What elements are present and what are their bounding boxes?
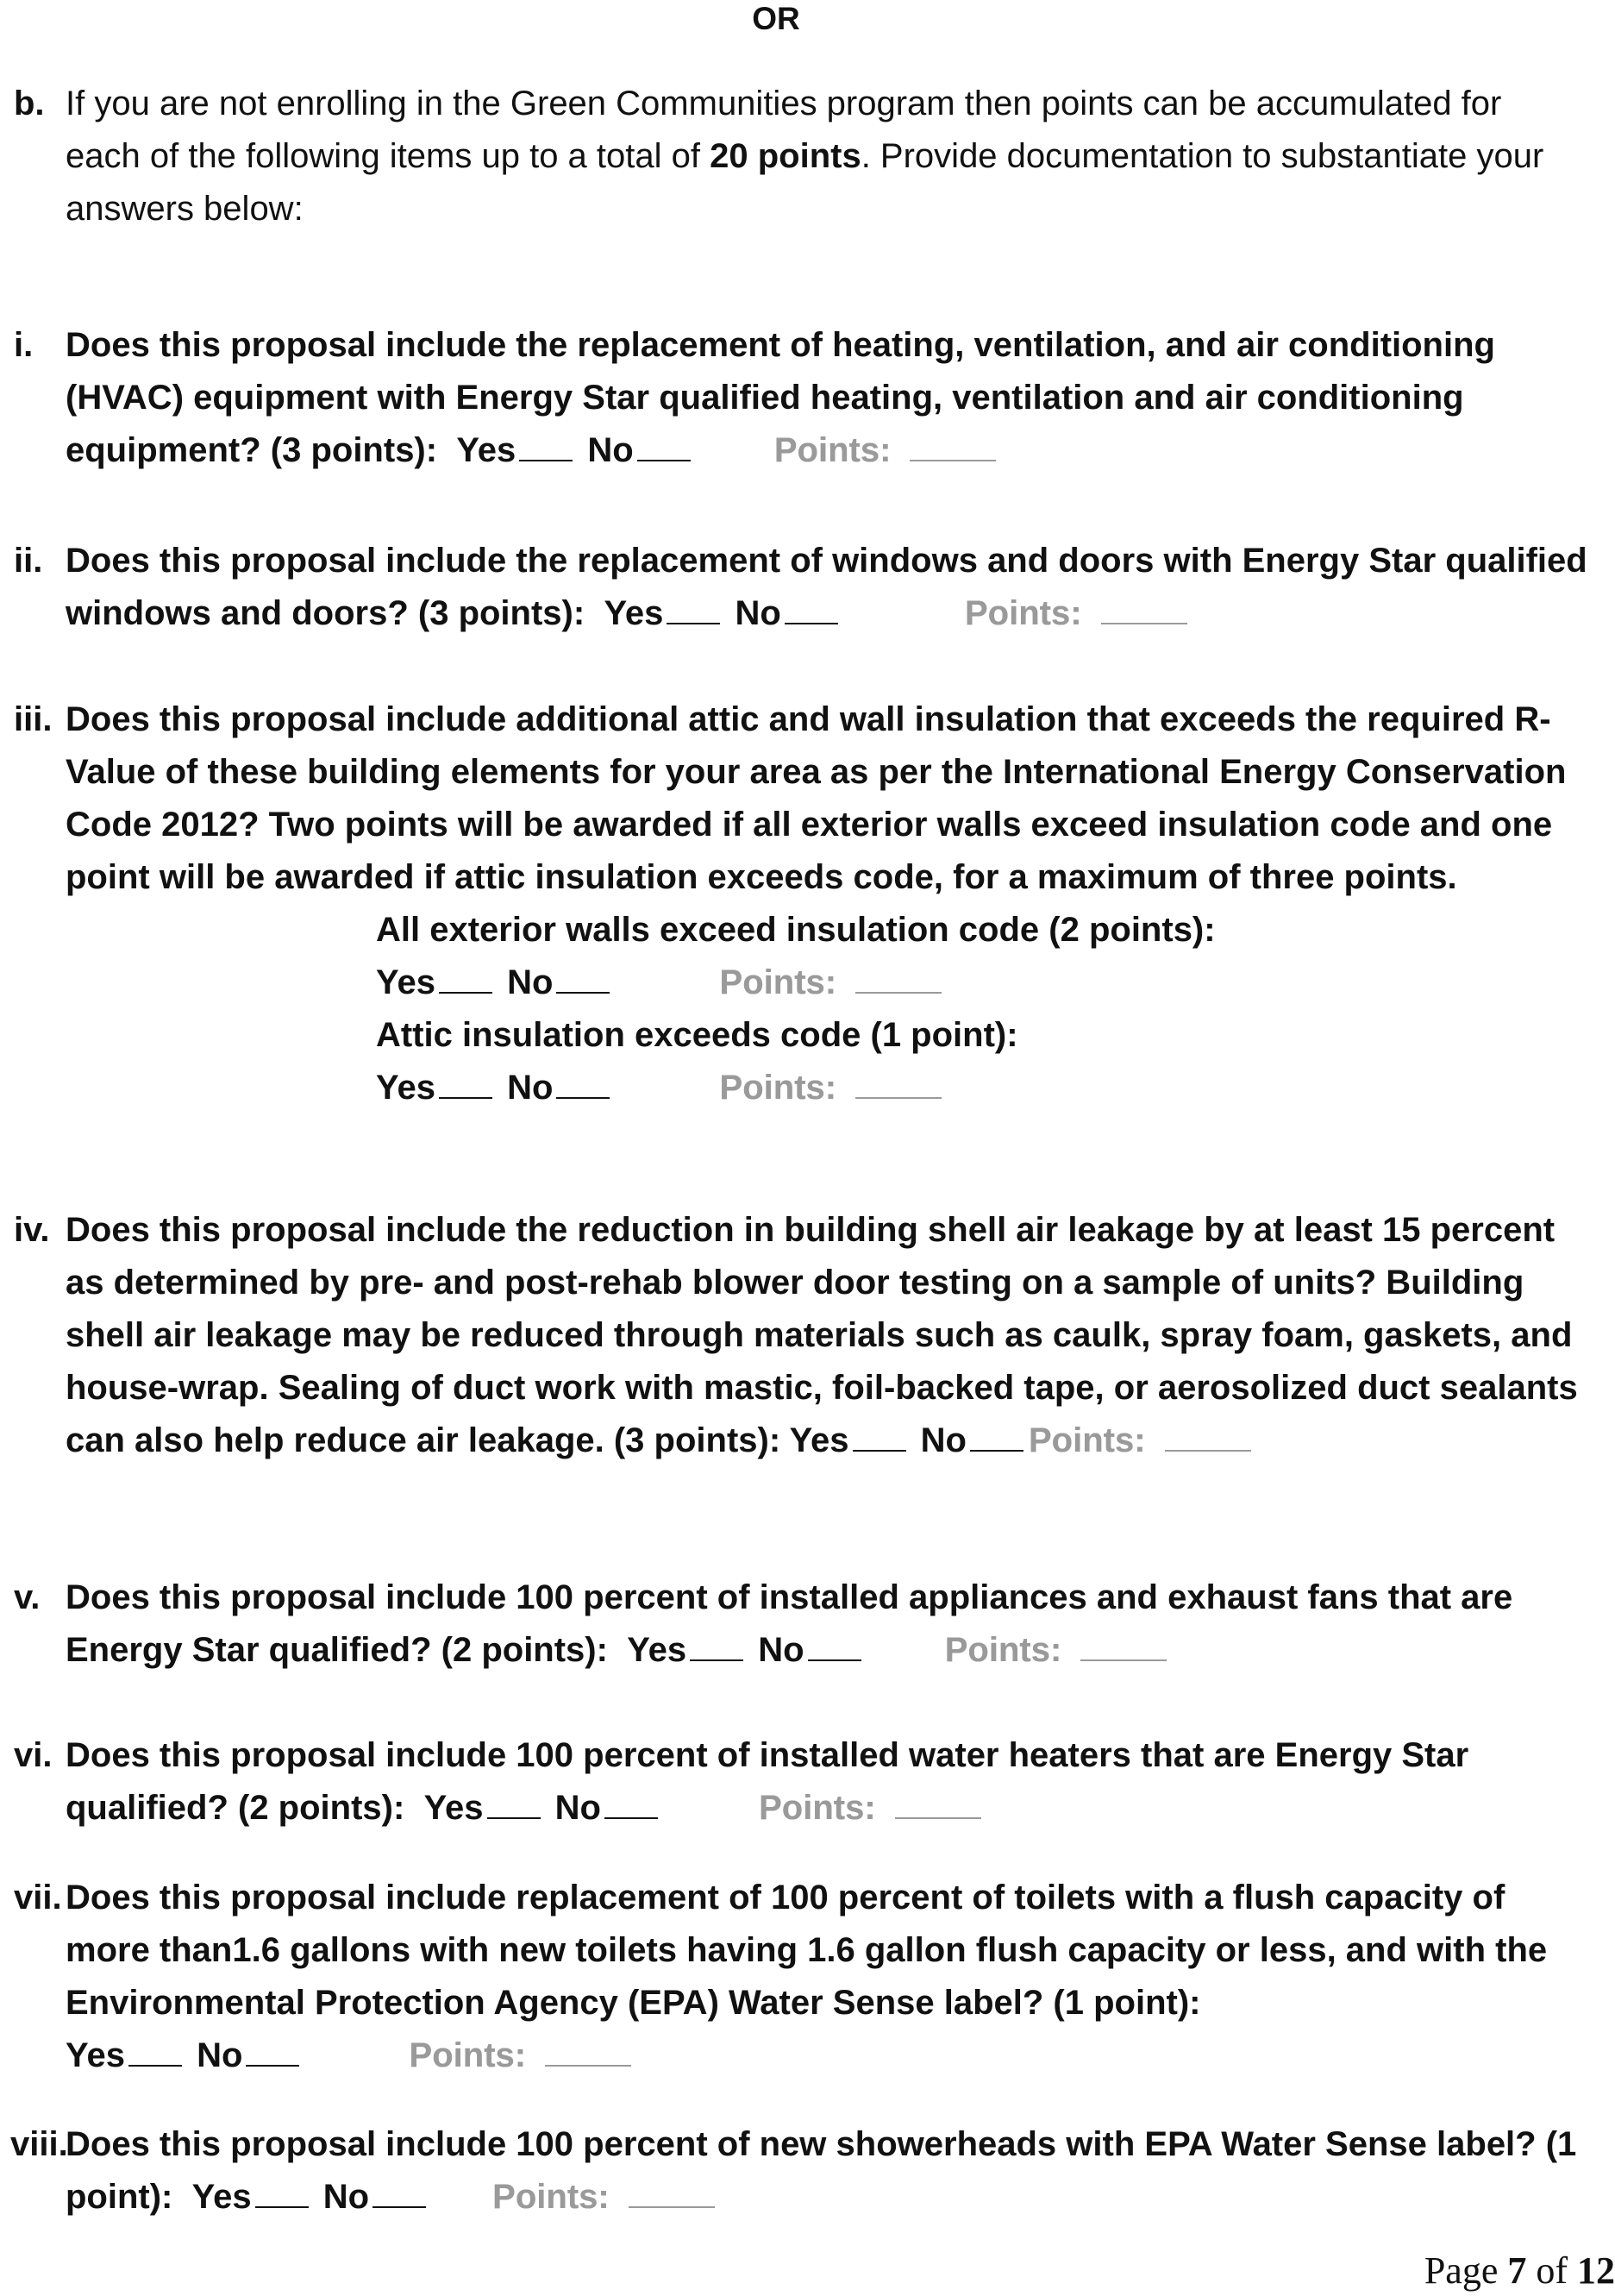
- no-answer-blank[interactable]: [372, 2206, 426, 2208]
- points-label: Points:: [964, 594, 1082, 632]
- question-marker: vii.: [14, 1879, 62, 1916]
- question-marker: iii.: [14, 700, 53, 738]
- points-blank[interactable]: [895, 1817, 981, 1819]
- question-text: Does this proposal include 100 percent of installed appliances and exhaust fans that are Energy Star qualified? (2 points):: [66, 1578, 1513, 1669]
- walls-points-blank[interactable]: [855, 992, 942, 994]
- question-text: Does this proposal include 100 percent of installed water heaters that are Energy Star qualified? (2 points):: [66, 1736, 1469, 1827]
- points-blank[interactable]: [545, 2065, 631, 2067]
- yes-label: Yes: [191, 2178, 252, 2216]
- question-iii: [14, 693, 1592, 1114]
- yes-label: Yes: [423, 1789, 484, 1827]
- no-label: No: [758, 1631, 804, 1669]
- points-label: Points:: [944, 1631, 1062, 1669]
- yes-answer-blank[interactable]: [487, 1817, 541, 1819]
- question-iv: [14, 1204, 1592, 1467]
- yes-label: Yes: [789, 1421, 849, 1459]
- yes-answer-blank[interactable]: [255, 2206, 309, 2208]
- points-blank[interactable]: [1101, 623, 1187, 624]
- question-text: Does this proposal include the replacement of heating, ventilation, and air conditioning (HVAC) equipment with Energy Star qualified heating, ventilation and air conditioning equipment? (3 points):: [66, 326, 1495, 469]
- no-answer-blank[interactable]: [246, 2065, 299, 2067]
- points-label: Points:: [759, 1789, 876, 1827]
- total-pages: 12: [1577, 2249, 1615, 2292]
- yes-label: Yes: [376, 1069, 435, 1107]
- page-number: [1424, 2247, 1615, 2295]
- question-i: [14, 319, 1592, 477]
- no-answer-blank[interactable]: [785, 623, 838, 624]
- intro-marker: b.: [14, 85, 45, 122]
- intro-text-before: If you are not enrolling in the Green Communities program then points can be accumulated for each of the following items up to a total of: [66, 85, 1502, 175]
- points-label: Points:: [719, 1069, 837, 1107]
- walls-subquestion: All exterior walls exceed insulation code (2 points):: [376, 911, 1216, 949]
- question-marker: iv.: [14, 1211, 50, 1249]
- no-answer-blank[interactable]: [637, 460, 691, 461]
- no-label: No: [197, 2036, 243, 2074]
- points-label: Points:: [492, 2178, 610, 2216]
- question-text: Does this proposal include replacement of 100 percent of toilets with a flush capacity of more than1.6 gallons with new toilets having 1.6 gallon flush capacity or less, and with the Environmental Protection Agency (EPA) Water Sense label? (1 point):: [66, 1879, 1548, 2022]
- no-label: No: [920, 1421, 967, 1459]
- yes-answer-blank[interactable]: [853, 1450, 906, 1452]
- question-viii: [10, 2118, 1592, 2224]
- page-prefix: Page: [1424, 2249, 1508, 2292]
- points-blank[interactable]: [629, 2206, 715, 2208]
- question-text: Does this proposal include 100 percent of new showerheads with EPA Water Sense label? (1 point):: [66, 2125, 1577, 2216]
- points-label: Points:: [409, 2036, 527, 2074]
- attic-no-blank[interactable]: [556, 1097, 610, 1099]
- points-label: Points:: [1028, 1421, 1146, 1459]
- no-label: No: [507, 1069, 554, 1107]
- or-separator: OR: [752, 1, 800, 36]
- question-marker: vi.: [14, 1736, 53, 1774]
- no-answer-blank[interactable]: [970, 1450, 1023, 1452]
- question-text: Does this proposal include additional attic and wall insulation that exceeds the required R-Value of these building elements for your area as per the International Energy Conservation Code 2012? Two points will be awarded if all exterior walls exceed insulation code and one point will be awarded if attic insulation exceeds code, for a maximum of three points.: [66, 700, 1567, 896]
- page-of: of: [1526, 2249, 1577, 2292]
- yes-answer-blank[interactable]: [519, 460, 573, 461]
- points-blank[interactable]: [1165, 1450, 1251, 1452]
- question-vi: [14, 1729, 1592, 1835]
- no-label: No: [587, 431, 634, 469]
- yes-label: Yes: [456, 431, 516, 469]
- no-answer-blank[interactable]: [604, 1817, 658, 1819]
- yes-answer-blank[interactable]: [667, 623, 720, 624]
- question-vii: [14, 1872, 1592, 2082]
- yes-label: Yes: [627, 1631, 687, 1669]
- question-text: Does this proposal include the replacement of windows and doors with Energy Star qualified windows and doors? (3 points):: [66, 542, 1587, 632]
- intro-points-total: 20 points: [710, 137, 861, 175]
- no-label: No: [735, 594, 781, 632]
- points-blank[interactable]: [910, 460, 996, 461]
- attic-subquestion: Attic insulation exceeds code (1 point):: [376, 1016, 1018, 1054]
- question-marker: ii.: [14, 542, 43, 580]
- question-marker: viii.: [10, 2125, 68, 2163]
- no-label: No: [554, 1789, 601, 1827]
- walls-no-blank[interactable]: [556, 992, 610, 994]
- attic-yes-blank[interactable]: [439, 1097, 492, 1099]
- intro-text-after: . Provide documentation to substantiate your answers below:: [66, 137, 1544, 228]
- question-text: Does this proposal include the reduction in building shell air leakage by at least 15 percent as determined by pre- and post-rehab blower door testing on a sample of units? Building shell air leakage may be reduced through materials such as caulk, spray foam, gaskets, and house-wrap. Sealing of duct work with mastic, foil-backed tape, or aerosolized duct sealants can also help reduce air leakage. (3 points):: [66, 1211, 1578, 1459]
- question-ii: [14, 535, 1592, 640]
- yes-answer-blank[interactable]: [128, 2065, 182, 2067]
- yes-label: Yes: [66, 2036, 125, 2074]
- intro-paragraph: [14, 78, 1583, 235]
- question-v: [14, 1571, 1592, 1677]
- no-answer-blank[interactable]: [808, 1659, 861, 1661]
- points-label: Points:: [773, 431, 892, 469]
- yes-label: Yes: [604, 594, 664, 632]
- question-marker: i.: [14, 326, 34, 364]
- current-page: 7: [1507, 2249, 1527, 2292]
- yes-label: Yes: [376, 963, 435, 1001]
- walls-yes-blank[interactable]: [439, 992, 492, 994]
- points-blank[interactable]: [1080, 1659, 1167, 1661]
- no-label: No: [507, 963, 554, 1001]
- question-marker: v.: [14, 1578, 41, 1616]
- no-label: No: [322, 2178, 370, 2216]
- yes-answer-blank[interactable]: [690, 1659, 743, 1661]
- attic-points-blank[interactable]: [855, 1097, 942, 1099]
- points-label: Points:: [719, 963, 837, 1001]
